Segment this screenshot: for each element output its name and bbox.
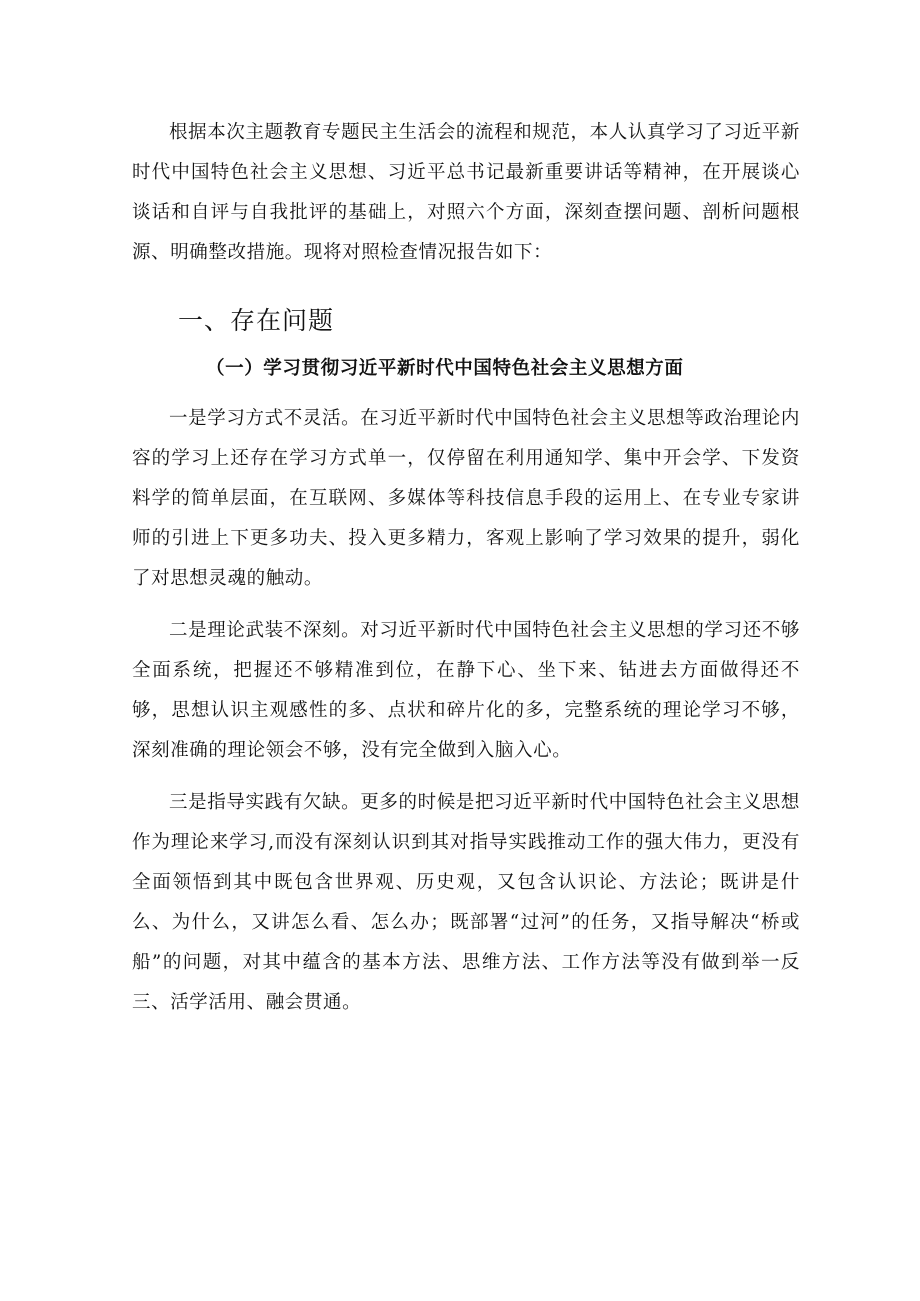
- body-paragraph-1: 一是学习方式不灵活。在习近平新时代中国特色社会主义思想等政治理论内容的学习上还存在学习方式单一，仅停留在利用通知学、集中开会学、下发资料学的简单层面，在互联网、多媒体等科技信息手段的运用上、在专业专家讲师的引进上下更多功夫、投入更多精力，客观上影响了学习效果的提升，弱化了对思想灵魂的触动。: [132, 408, 800, 589]
- document-body: [132, 113, 800, 1023]
- intro-paragraph: 根据本次主题教育专题民主生活会的流程和规范，本人认真学习了习近平新时代中国特色社会主义思想、习近平总书记最新重要讲话等精神，在开展谈心谈话和自评与自我批评的基础上，对照六个方面，深刻查摆问题、剖析问题根源、明确整改措施。现将对照检查情况报告如下：: [132, 122, 800, 263]
- section-heading: 一、存在问题: [178, 306, 335, 335]
- subsection-heading: （一）学习贯彻习近平新时代中国特色社会主义思想方面: [206, 358, 684, 379]
- body-paragraph-3: 三是指导实践有欠缺。更多的时候是把习近平新时代中国特色社会主义思想作为理论来学习,而没有深刻认识到其对指导实践推动工作的强大伟力，更没有全面领悟到其中既包含世界观、历史观，又包含认识论、方法论；既讲是什么、为什么，又讲怎么看、怎么办；既部署“过河”的任务，又指导解决“桥或船”的问题，对其中蕴含的基本方法、思维方法、工作方法等没有做到举一反三、活学活用、融会贯通。: [132, 792, 800, 1013]
- body-paragraph-2: 二是理论武装不深刻。对习近平新时代中国特色社会主义思想的学习还不够全面系统，把握还不够精准到位，在静下心、坐下来、钻进去方面做得还不够，思想认识主观感性的多、点状和碎片化的多，完整系统的理论学习不够，深刻准确的理论领会不够，没有完全做到入脑入心。: [132, 620, 800, 761]
